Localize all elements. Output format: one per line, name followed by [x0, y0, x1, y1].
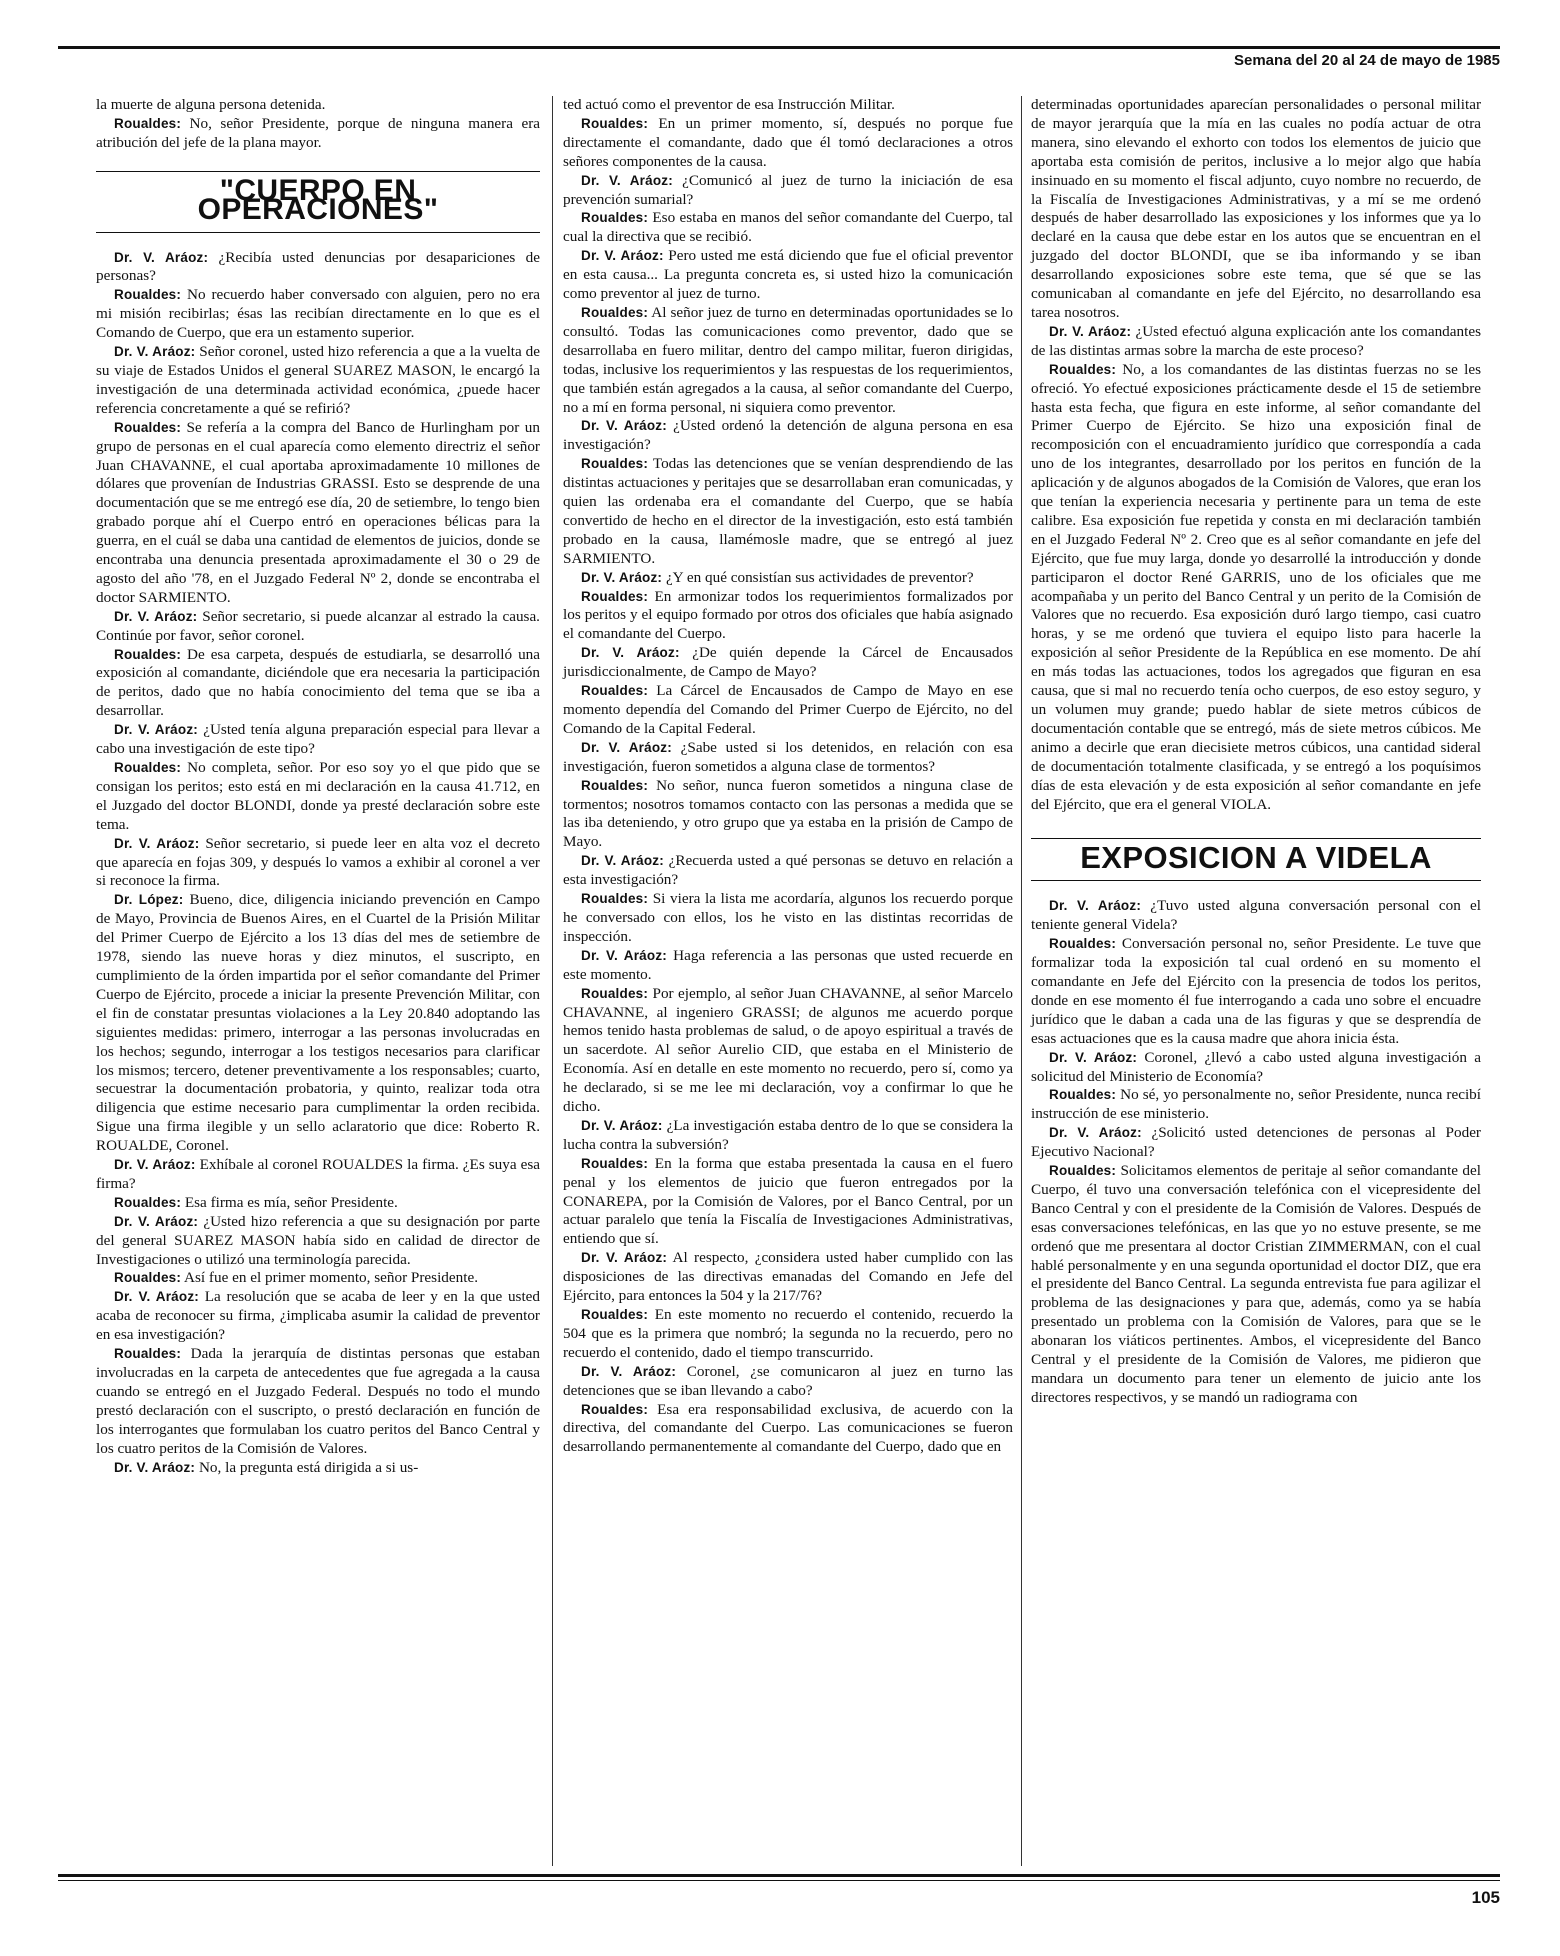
paragraph [563, 985, 1013, 1117]
speaker-label: Dr. V. Aráoz: [114, 1459, 196, 1475]
paragraph-text: ¿La investigación estaba dentro de lo que se considera la lucha contra la subversión? [563, 1116, 1013, 1153]
paragraph-text: Dada la jerarquía de distintas personas que estaban involucradas en la carpeta de antecedentes que fue agregada a la causa cuando se entregó en el Juzgado Federal. Después no todo el mundo prestó declaración con el suscripto, o prestó declaración en función de los interrogantes que formulaban los cuatro peritos del Banco Central y los cuatro peritos de la Comisión de Valores. [96, 1345, 540, 1457]
speaker-label: Roualdes: [581, 1155, 649, 1171]
paragraph-text: Señor coronel, usted hizo referencia a que a la vuelta de su viaje de Estados Unidos el general SUAREZ MASON, le encargó la investigación de una determinada actividad económica, ¿puede hacer referencia concretamente a qué se refirió? [96, 343, 540, 417]
paragraph [96, 343, 540, 419]
paragraph-text: No completa, señor. Por eso soy yo el que pido que se consigan los peritos; esto está en mi declaración en la causa 41.712, en el Juzgado del doctor BLONDI, donde ya presté declaración sobre este tema. [96, 759, 540, 833]
paragraph [563, 890, 1013, 947]
paragraph-text: ¿Tuvo usted alguna conversación personal con el teniente general Videla? [1031, 897, 1481, 934]
paragraph-text: Bueno, dice, diligencia iniciando prevención en Campo de Mayo, Provincia de Buenos Aires, en el Cuartel de la Prisión Militar del Primer Cuerpo de Ejército a los 13 días del mes de setiembre de 1978, siendo las nueve horas y diez minutos, el suscripto, en cumplimiento de la órden impartida por el señor comandante del Primer Cuerpo de Ejército, procede a iniciar la presente Prevención Militar, con el fin de constatar presuntas violaciones a la Ley 20.840 adoptando las siguientes medidas: primero, interrogar a las personas involucradas en los hechos; segundo, interrogar a los testigos necesarios para clarificar los mismos; tercero, detener preventivamente a los responsables; cuarto, secuestrar la documentación probatoria, y quinto, realizar toda otra diligencia que estime necesario para cumplimentar la orden recibida. Sigue una firma ilegible y un sello aclaratorio que dice: Roberto R. ROUALDE, Coronel. [96, 891, 540, 1155]
speaker-label: Dr. V. Aráoz: [1049, 898, 1142, 914]
paragraph [563, 739, 1013, 777]
paragraph [1031, 323, 1481, 361]
paragraph-text: En este momento no recuerdo el contenido, recuerdo la 504 que es la primera que nombró; la segunda no la recuerdo, pero no recuerdo el contenido, dado el tiempo transcurrido. [563, 1306, 1013, 1361]
speaker-label: Dr. V. Aráoz: [1049, 323, 1132, 339]
speaker-label: Roualdes: [581, 456, 649, 472]
paragraph [96, 1156, 540, 1194]
speaker-label: Roualdes: [1049, 936, 1117, 952]
paragraph [563, 247, 1013, 304]
speaker-label: Roualdes: [114, 1194, 182, 1210]
column-3 [1031, 96, 1481, 1408]
bottom-rule [58, 1874, 1500, 1877]
paragraph-text: No señor, nunca fueron sometidos a ninguna clase de tormentos; nosotros tomamos contacto con las personas a medida que se las iba deteniendo, y otro grupo que ya estaba en la prisión de Campo de Mayo. [563, 776, 1013, 851]
column-2 [563, 96, 1013, 1457]
speaker-label: Roualdes: [1049, 361, 1117, 377]
paragraph [96, 249, 540, 287]
paragraph-text: Al respecto, ¿considera usted haber cumplido con las disposiciones de las directivas emanadas del Comando en Jefe del Ejército, para entonces la 504 y la 217/76? [563, 1249, 1013, 1305]
paragraph [1031, 1086, 1481, 1124]
column-divider [552, 96, 553, 1866]
speaker-label: Dr. V. Aráoz: [581, 1250, 668, 1266]
speaker-label: Dr. V. Aráoz: [581, 1117, 663, 1133]
paragraph-text: determinadas oportunidades aparecían personalidades o personal militar de mayor jerarquía que la mía en las cuales no podía actuar de otra manera, sino elevando el exhorto con todos los elementos de juicio que aportaba esta comisión de peritos, inclusive a lo mejor algo que había insinuado en su momento el fiscal adjunto, cuyo nombre no recuerdo, de la Fiscalía de Investigaciones Administrativas, y a mí se me ordenó después de haber desarrollado las exposiciones y los informes que ya lo declaré en la causa que debe estar en los autos que se encuentran en el juzgado del doctor BLONDI, que se iba informando y se iban desarrollando exposiciones sobre este tema, que sé que se las comunicaban al comandante en jefe del Ejército, no desarrollando esa tarea nosotros. [1031, 96, 1481, 321]
paragraph-text: Conversación personal no, señor Presidente. Le tuve que formalizar toda la exposición tal cual ordenó en su momento el comandante en Jefe del Ejército con la presencia de todos los peritos, donde en ese momento él fue interrogando a cada uno sobre el encuadre jurídico que le daban a cada una de las figuras y que se desprendía de esas actuaciones que es la causa madre que ahora inicia ésta. [1031, 935, 1481, 1047]
paragraph-text: Solicitamos elementos de peritaje al señor comandante del Cuerpo, él tuvo una conversación telefónica con el vicepresidente del Banco Central y con el presidente de la Comisión de Valores. Después de esas conversaciones telefónicas, en las que yo no estuve presente, se me ordenó que me presentara al doctor Cristian ZIMMERMAN, con el cual hablé personalmente y en una segunda oportunidad el doctor DIZ, que era el presidente del Banco Central. La segunda entrevista fue para agilizar el problema de las designaciones y para que, además, como ya se había presentado un problema con la Comisión de Valores, para que se le abonaran los viáticos pertinentes. Ambos, el vicepresidente del Banco Central y el presidente de la Comisión de Valores, me pidieron que mandara un documento para tener un elemento de juicio ante los directores respectivos, y se mandó un radiograma con [1031, 1162, 1481, 1406]
paragraph-text: Haga referencia a las personas que usted recuerde en este momento. [563, 946, 1013, 983]
speaker-label: Dr. V. Aráoz: [581, 739, 672, 755]
paragraph-text: ¿Solicitó usted detenciones de personas al Poder Ejecutivo Nacional? [1031, 1124, 1481, 1161]
paragraph [96, 1345, 540, 1458]
paragraph [563, 455, 1013, 568]
paragraph-text: En armonizar todos los requerimientos formalizados por los peritos y el equipo formado por otros dos oficiales que había asignado el comandante del Cuerpo. [563, 587, 1013, 643]
paragraph [563, 644, 1013, 682]
paragraph [563, 1401, 1013, 1458]
paragraph-text: No recuerdo haber conversado con alguien, pero no era mi misión recibirlas; ésas las recibían directamente en lo que es el Comando de Cuerpo, que era un estamento superior. [96, 286, 540, 342]
paragraph-text: Esa firma es mía, señor Presidente. [181, 1193, 398, 1211]
section-heading: "CUERPO EN OPERACIONES" [96, 171, 540, 233]
paragraph-text: Todas las detenciones que se venían desprendiendo de las distintas actuaciones y peritajes que se desarrollaban eran comunicadas, y quien las ordenaba era el comandante del Cuerpo, que se había convertido de hecho en el director de la investigación, esto está también probado en la causa, llamémosle madre, que se entregó al juez SARMIENTO. [563, 455, 1013, 567]
paragraph [1031, 1049, 1481, 1087]
speaker-label: Roualdes: [581, 1401, 649, 1417]
paragraph [563, 1363, 1013, 1401]
paragraph-text: Señor secretario, si puede alcanzar al estrado la causa. Continúe por favor, señor coronel. [96, 607, 540, 644]
speaker-label: Dr. V. Aráoz: [114, 1157, 196, 1173]
speaker-label: Dr. V. Aráoz: [1049, 1049, 1138, 1065]
speaker-label: Dr. V. Aráoz: [114, 249, 209, 265]
speaker-label: Roualdes: [581, 1307, 649, 1322]
paragraph [96, 115, 540, 153]
paragraph [563, 1117, 1013, 1155]
paragraph-text: ¿Sabe usted si los detenidos, en relación con esa investigación, fueron sometidos a alguna clase de tormentos? [563, 738, 1013, 775]
paragraph [563, 569, 1013, 588]
speaker-label: Roualdes: [581, 683, 649, 699]
paragraph [96, 646, 540, 722]
paragraph-text: En la forma que estaba presentada la causa en el fuero penal y los elementos de juicio que fueron entregados por la CONAREPA, por la Comisión de Valores, por el Banco Central, por un actuar paralelo que tenía la Fiscalía de Investigaciones Administrativas, entiendo que sí. [563, 1154, 1013, 1248]
paragraph [563, 1249, 1013, 1306]
paragraph-text: Esa era responsabilidad exclusiva, de acuerdo con la directiva, del comandante del Cuerpo. Las comunicaciones se fueron desarrollando permanentemente al comandante del Cuerpo, dado que en [563, 1400, 1013, 1456]
speaker-label: Roualdes: [114, 646, 182, 662]
paragraph [96, 608, 540, 646]
paragraph-text: ¿Usted tenía alguna preparación especial para llevar a cabo una investigación de este tipo? [96, 721, 540, 758]
paragraph-text: ted actuó como el preventor de esa Instrucción Militar. [563, 96, 895, 113]
page-number: 105 [1471, 1888, 1500, 1907]
speaker-label: Dr. V. Aráoz: [581, 645, 680, 661]
paragraph [563, 588, 1013, 645]
speaker-label: Dr. V. Aráoz: [581, 248, 664, 264]
paragraph [1031, 935, 1481, 1048]
speaker-label: Roualdes: [581, 891, 649, 907]
paragraph-text: ¿De quién depende la Cárcel de Encausados jurisdiccionalmente, de Campo de Mayo? [563, 644, 1013, 681]
speaker-label: Roualdes: [1049, 1087, 1117, 1103]
paragraph [96, 1269, 540, 1288]
paragraph [563, 172, 1013, 210]
paragraph-text: Pero usted me está diciendo que fue el oficial preventor en esta causa... La pregunta concreta es, si usted hizo la comunicación como preventor al juez de turno. [563, 247, 1014, 303]
paragraph-text: La Cárcel de Encausados de Campo de Mayo en ese momento dependía del Comando del Primer Cuerpo de Ejército, no del Comando de la Capital Federal. [563, 682, 1013, 737]
paragraph [563, 304, 1013, 417]
paragraph-text: Así fue en el primer momento, señor Presidente. [181, 1269, 478, 1287]
speaker-label: Dr. V. Aráoz: [114, 1289, 199, 1305]
paragraph [563, 209, 1013, 247]
paragraph [563, 1155, 1013, 1250]
speaker-label: Dr. V. Aráoz: [114, 344, 196, 360]
speaker-label: Roualdes: [581, 985, 649, 1001]
speaker-label: Dr. V. Aráoz: [114, 722, 198, 738]
paragraph-text: De esa carpeta, después de estudiarla, se desarrolló una exposición al comandante, diciéndole que era necesaria la participación de peritos, dado que no había conocimiento del tema que se iba a desarrollar. [96, 645, 540, 720]
paragraph-text: No, a los comandantes de las distintas fuerzas no se les ofreció. Yo efectué exposiciones prácticamente desde el 15 de setiembre hasta esta fecha, que figura en este informe, al señor comandante del Primer Cuerpo de Ejército. Se hizo una exposición final de recomposición con el encuadramiento jurídico que correspondía a cada uno de los integrantes, desarrollado por los peritos en función de la aplicación y de algunos abogados de la Comisión de Valores, que eran los que tenían la experiencia necesaria y pertinente para un tema de este calibre. Esa exposición fue repetida y consta en mi declaración también en el Juzgado Federal Nº 2. Creo que es al señor comandante en jefe del Ejército, que fue muy larga, donde yo desarrollé la introducción y donde participaron el doctor René GARRIS, uno de los oficiales que me acompañaba y un perito del Banco Central y un perito de la Comisión de Valores que no recuerdo. Esa exposición duró largo tiempo, casi cuatro horas, y se me ordenó que tuviera el equipo listo para hacerle la exposición al señor Presidente de la República en ese momento. De ahí en más todas las actuaciones, todos los agregados que figuran en esa causa, que si mal no recuerdo tenía ocho cuerpos, de eso estoy seguro, y un volumen muy grande; puedo hablar de siete metros cúbicos de documentación contable que se entregó, más de siete metros cúbicos. Me animo a decirle que eran diecisiete metros cúbicos, una cantidad sideral de documentación totalmente clasificada, y se entregó a los poquísimos días de esta elevación y de esta exposición al señor comandante en jefe del Ejército, que era el general VIOLA. [1031, 360, 1481, 813]
speaker-label: Dr. V. Aráoz: [581, 947, 667, 963]
paragraph-text: Coronel, ¿se comunicaron al juez en turno las detenciones que se iban llevando a cabo? [563, 1362, 1013, 1399]
speaker-label: Dr. V. Aráoz: [114, 835, 200, 851]
speaker-label: Dr. López: [114, 892, 184, 908]
bottom-rule-thin [58, 1880, 1500, 1881]
paragraph [96, 419, 540, 608]
paragraph-text: Exhíbale al coronel ROUALDES la firma. ¿Es suya esa firma? [96, 1156, 540, 1192]
paragraph-text: ¿Comunicó al juez de turno la iniciación de esa prevención sumarial? [563, 171, 1013, 208]
speaker-label: Roualdes: [581, 115, 649, 131]
column-divider [1021, 96, 1022, 1866]
paragraph [96, 1213, 540, 1270]
speaker-label: Dr. V. Aráoz: [581, 1363, 677, 1379]
speaker-label: Roualdes: [114, 1346, 182, 1362]
paragraph-text: No sé, yo personalmente no, señor Presidente, nunca recibí instrucción de ese ministerio. [1031, 1086, 1481, 1123]
paragraph [1031, 361, 1481, 815]
speaker-label: Roualdes: [114, 287, 182, 303]
paragraph-text: ¿Recibía usted denuncias por desapariciones de personas? [96, 248, 540, 285]
paragraph-text: Si viera la lista me acordaría, algunos los recuerdo porque he conversado con ellos, los he visto en las distintas recorridas de inspección. [563, 890, 1013, 945]
paragraph-text: Al señor juez de turno en determinadas oportunidades se lo consultó. Todas las comunicaciones como preventor, dado que se desarrollaba en fuero militar, dentro del campo militar, fueron dirigidas, todas, inclusive los requerimientos y las respuestas de los requerimientos, que también están agregados a la causa, al señor comandante del Cuerpo, no a mí en forma personal, ni siquiera como preventor. [563, 303, 1013, 416]
paragraph-text: Eso estaba en manos del señor comandante del Cuerpo, tal cual la directiva que se recibió. [563, 209, 1013, 246]
speaker-label: Roualdes: [1049, 1163, 1117, 1179]
paragraph-text: Se refería a la compra del Banco de Hurlingham por un grupo de personas en el cual aparecía como elemento directriz el señor Juan CHAVANNE, el cual aportaba aproximadamente 10 millones de dólares que provenían de Industrias GRASSI. Esto se desprende de una documentación que se me entregó ese día, 20 de setiembre, lo tengo bien grabado porque ahí el Cuerpo entró en operaciones bélicas para la guerra, en el cuál se daba una cantidad de elementos de juicios, donde se encontraba una denuncia presentada aproximadamente el 30 o 29 de agosto del año '78, en el Juzgado Federal Nº 2, donde se encontraba el doctor SARMIENTO. [96, 418, 540, 606]
paragraph-text: La resolución que se acaba de leer y en la que usted acaba de reconocer su firma, ¿implicaba asumir la calidad de preventor en esa investigación? [96, 1288, 540, 1344]
section-heading: EXPOSICION A VIDELA [1031, 838, 1481, 881]
paragraph-text: ¿Usted hizo referencia a que su designación por parte del general SUAREZ MASON había sido en calidad de director de Investigaciones o utilizó una terminología parecida. [96, 1212, 540, 1268]
paragraph-text: No, señor Presidente, porque de ninguna manera era atribución del jefe de la plana mayor. [96, 114, 540, 151]
paragraph-text: la muerte de alguna persona detenida. [96, 96, 326, 113]
paragraph [563, 115, 1013, 172]
top-rule [58, 46, 1500, 49]
speaker-label: Roualdes: [581, 588, 649, 604]
paragraph [96, 759, 540, 835]
paragraph [1031, 96, 1481, 323]
paragraph [563, 682, 1013, 739]
speaker-label: Dr. V. Aráoz: [114, 608, 198, 624]
speaker-label: Roualdes: [114, 1270, 182, 1286]
paragraph [96, 96, 540, 115]
paragraph-text: En un primer momento, sí, después no porque fue directamente el comandante, dado que él tomó declaraciones a otros señores componentes de la causa. [563, 114, 1013, 170]
paragraph-text: No, la pregunta está dirigida a si us- [195, 1458, 419, 1476]
paragraph-text: ¿Y en qué consistían sus actividades de preventor? [662, 568, 974, 586]
paragraph [563, 947, 1013, 985]
speaker-label: Roualdes: [114, 115, 182, 131]
paragraph [96, 1459, 540, 1478]
paragraph-text: Por ejemplo, al señor Juan CHAVANNE, al señor Marcelo CHAVANNE, al ingeniero GRASSI; de algunos me acuerdo porque hemos tenido hasta problemas de salud, o de apoyo espiritual a través de un sacerdote. Al señor Aurelio CID, que estaba en el Ministerio de Economía. Así en detalle en este momento no recuerdo, pero sí, como ya he declarado, si se me lee mi declaración, voy a confirmar lo que he dicho. [563, 984, 1013, 1116]
speaker-label: Dr. V. Aráoz: [581, 418, 667, 434]
paragraph [96, 721, 540, 759]
speaker-label: Dr. V. Aráoz: [581, 853, 664, 869]
paragraph [563, 852, 1013, 890]
paragraph [96, 286, 540, 343]
paragraph-text: Señor secretario, si puede leer en alta voz el decreto que aparecía en fojas 309, y después lo vamos a exhibir al coronel a ver si reconoce la firma. [96, 834, 540, 890]
speaker-label: Dr. V. Aráoz: [581, 569, 663, 585]
paragraph [563, 96, 1013, 115]
speaker-label: Roualdes: [114, 760, 182, 775]
paragraph [563, 1306, 1013, 1363]
paragraph-text: ¿Recuerda usted a qué personas se detuvo en relación a esta investigación? [563, 852, 1013, 889]
speaker-label: Dr. V. Aráoz: [1049, 1125, 1142, 1141]
paragraph [96, 891, 540, 1156]
speaker-label: Dr. V. Aráoz: [114, 1213, 199, 1229]
paragraph-text: ¿Usted ordenó la detención de alguna persona en esa investigación? [563, 417, 1013, 454]
paragraph [1031, 1124, 1481, 1162]
speaker-label: Dr. V. Aráoz: [581, 172, 673, 188]
speaker-label: Roualdes: [581, 304, 649, 320]
paragraph-text: Coronel, ¿llevó a cabo usted alguna investigación a solicitud del Ministerio de Economía? [1031, 1048, 1481, 1085]
column-1 [96, 96, 540, 1477]
paragraph-text: ¿Usted efectuó alguna explicación ante los comandantes de las distintas armas sobre la marcha de este proceso? [1031, 322, 1481, 359]
speaker-label: Roualdes: [114, 419, 182, 435]
paragraph [96, 835, 540, 892]
header-date: Semana del 20 al 24 de mayo de 1985 [1234, 52, 1500, 69]
paragraph [96, 1194, 540, 1213]
paragraph [563, 777, 1013, 853]
paragraph [1031, 897, 1481, 935]
speaker-label: Roualdes: [581, 777, 649, 793]
paragraph [96, 1288, 540, 1345]
paragraph [1031, 1162, 1481, 1408]
speaker-label: Roualdes: [581, 210, 649, 226]
paragraph [563, 417, 1013, 455]
